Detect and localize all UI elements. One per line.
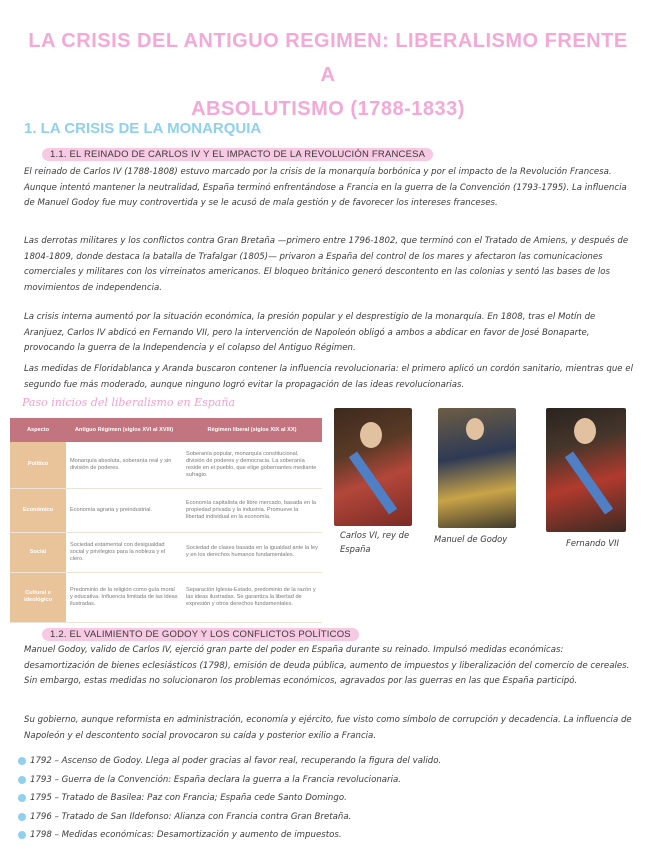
table-row-label: Económico [10,488,66,532]
table-cell: Soberanía popular, monarquía constitucional, división de poderes y democracia. La soberanía reside en el pueblo, que elige gobernantes mediante sufragio. [182,442,322,488]
table-row-label: Político [10,442,66,488]
paragraph-crisis-interna: La crisis interna aumentó por la situación económica, la presión popular y el desprestigio de la monarquía. En 1808, tras el Motín de Aranjuez, Carlos IV abdicó en Fernando VII, pero la intervención de Napoleón obligó a ambos a abdicar en favor de José Bonaparte, provocando la guerra de la Independencia y el colapso del Antiguo Régimen. [24,312,596,354]
table-cell: Sociedad de clases basada en la igualdad ante la ley y en los derechos humanos fundamentales. [182,532,322,572]
portrait-face [574,418,596,444]
table-header: Aspecto [10,418,66,442]
handwritten-note: Paso inicios del liberalismo en España [22,396,236,409]
subsection-heading-1-2: 1.2. EL VALIMIENTO DE GODOY Y LOS CONFLICTOS POLÍTICOS [42,628,359,641]
caption-fernando: Fernando VII [566,538,619,548]
portrait-face [360,422,382,448]
bullet-dot-icon [18,794,26,802]
list-item [18,771,441,790]
table-row-label: Cultural e ideológico [10,572,66,622]
portrait-godoy [438,408,516,528]
paragraph-floridablanca: Las medidas de Floridablanca y Aranda buscaron contener la influencia revolucionaria: el primero aplicó un cordón sanitario, mientras que el segundo fue más moderado, aunque ninguno logró evitar la propagación de las ideas revolucionarias. [24,364,633,390]
table-row [10,488,322,532]
comparison-table [10,418,322,623]
bullet-dot-icon [18,776,26,784]
paragraph-gobierno: Su gobierno, aunque reformista en administración, economía y ejército, fue visto como símbolo de corrupción y decadencia. La influencia de Napoleón y el descontento social provocaron su caída y posterior exilio a Francia. [24,715,632,741]
timeline-text: 1798 – Medidas económicas: Desamortización y aumento de impuestos. [30,830,342,840]
page-title [20,24,636,126]
table-cell: Separación Iglesia-Estado, predominio de la razón y las ideas ilustradas. Se garantiza la libertad de expresión y otros derechos fundamentales. [182,572,322,622]
table-header-row [10,418,322,442]
portrait-sash [565,451,613,514]
portrait-sash [349,451,397,514]
timeline-text: 1793 – Guerra de la Convención: España declara la guerra a la Francia revolucionaria. [30,774,401,785]
table-cell: Predominio de la religión como guía moral y educativa. Influencia limitada de las ideas ilustradas. [66,572,182,622]
section-heading-1: 1. LA CRISIS DE LA MONARQUIA [24,120,262,137]
paragraph-carlos-iv: El reinado de Carlos IV (1788-1808) estuvo marcado por la crisis de la monarquía borbónica y por el impacto de la Revolución Francesa. Aunque intentó mantener la neutralidad, España terminó enfrentándose a Francia en la guerra de la Convención (1793-1795). La influencia de Manuel Godoy fue muy controvertida y se le acusó de mala gestión y de favorecer los intereses franceses. [24,167,627,209]
timeline-text: 1792 – Ascenso de Godoy. Llega al poder gracias al favor real, recuperando la figura del valido. [30,756,442,766]
title-line-1: LA CRISIS DEL ANTIGUO REGIMEN: LIBERALISMO FRENTE A [28,30,628,86]
subsection-heading-1-1: 1.1. EL REINADO DE CARLOS IV Y EL IMPACTO DE LA REVOLUCIÓN FRANCESA [42,148,433,161]
table-cell: Monarquía absoluta, soberanía real y sin división de poderes. [66,442,182,488]
portrait-carlos-iv [334,408,412,526]
list-item [18,808,441,827]
bullet-dot-icon [18,757,26,765]
table-row-label: Social [10,532,66,572]
list-item [18,752,441,771]
table-row [10,442,322,488]
timeline-text: 1796 – Tratado de San Ildefonso: Alianza con Francia contra Gran Bretaña. [30,811,352,822]
paragraph-godoy: Manuel Godoy, valido de Carlos IV, ejerció gran parte del poder en España durante su reinado. Impulsó medidas económicas: desamortización de bienes eclesiásticos (1798), emisión de deuda pública, aumento de impuestos y liberalización del comercio de cereales. Sin embargo, estas medidas no solucionaron los problemas económicos, agravados por las guerras en las que España participó. [24,645,630,687]
table-row [10,572,322,622]
table-row [10,532,322,572]
table-header: Régimen liberal (siglos XIX al XX) [182,418,322,442]
timeline-text: 1795 – Tratado de Basilea: Paz con Francia; España cede Santo Domingo. [30,793,347,803]
timeline-list [18,752,441,845]
list-item [18,826,441,845]
portrait-fernando-vii [546,408,626,532]
title-line-2: ABSOLUTISMO (1788-1833) [191,98,465,120]
bullet-dot-icon [18,831,26,839]
caption-carlos: Carlos VI, rey de España [340,530,410,554]
bullet-dot-icon [18,813,26,821]
list-item [18,789,441,808]
table-cell: Economía agraria y preindustrial. [66,488,182,532]
caption-godoy: Manuel de Godoy [434,534,508,544]
portrait-face [466,418,484,440]
table-header: Antiguo Régimen (siglos XVI al XVIII) [66,418,182,442]
table-cell: Sociedad estamental con desigualdad social y privilegios para la nobleza y el clero. [66,532,182,572]
paragraph-derrotas: Las derrotas militares y los conflictos contra Gran Bretaña —primero entre 1796-1802, que terminó con el Tratado de Amiens, y después de 1804-1809, donde destaca la batalla de Trafalgar (1805)— privaron a España del control de los mares y afectaron las comunicaciones comerciales y militares con los virreinatos americanos. El bloqueo británico generó descontento en las colonias y sentó las bases de los movimientos de independencia. [24,236,629,293]
table-cell: Economía capitalista de libre mercado, basada en la propiedad privada y la industria. Promueve la libertad individual en la economía. [182,488,322,532]
